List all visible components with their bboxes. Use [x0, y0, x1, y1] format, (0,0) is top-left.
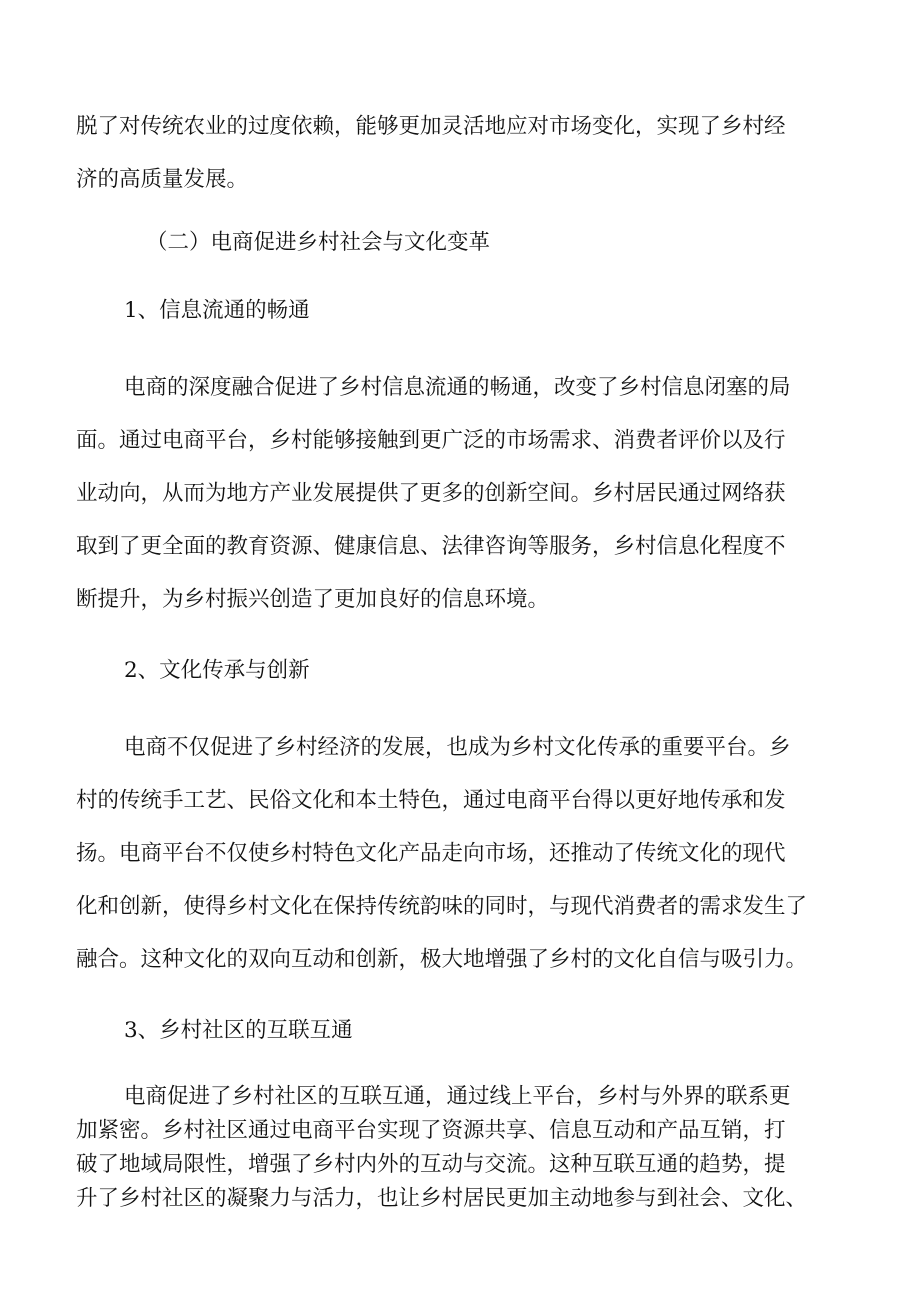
paragraph-line: 融合。这种文化的双向互动和创新，极大地增强了乡村的文化自信与吸引力。: [76, 947, 808, 972]
paragraph-line: 电商促进了乡村社区的互联互通，通过线上平台，乡村与外界的联系更: [124, 1084, 791, 1109]
paragraph-line: 电商不仅促进了乡村经济的发展，也成为乡村文化传承的重要平台。乡: [124, 735, 791, 760]
paragraph-line: 断提升，为乡村振兴创造了更加良好的信息环境。: [76, 587, 550, 612]
paragraph-line: 扬。电商平台不仅使乡村特色文化产品走向市场，还推动了传统文化的现代: [76, 841, 786, 866]
section-heading: （二）电商促进乡村社会与文化变革: [146, 230, 491, 255]
paragraph-line: 济的高质量发展。: [76, 167, 249, 192]
paragraph-line: 破了地域局限性，增强了乡村内外的互动与交流。这种互联互通的趋势，提: [76, 1152, 786, 1177]
paragraph-line: 面。通过电商平台，乡村能够接触到更广泛的市场需求、消费者评价以及行: [76, 428, 786, 453]
paragraph-line: 升了乡村社区的凝聚力与活力，也让乡村居民更加主动地参与到社会、文化、: [76, 1186, 808, 1211]
paragraph-line: 加紧密。乡村社区通过电商平台实现了资源共享、信息互动和产品互销，打: [76, 1118, 786, 1143]
paragraph-line: 化和创新，使得乡村文化在保持传统韵味的同时，与现代消费者的需求发生了: [76, 894, 808, 919]
paragraph-line: 电商的深度融合促进了乡村信息流通的畅通，改变了乡村信息闭塞的局: [124, 375, 791, 400]
paragraph-line: 村的传统手工艺、民俗文化和本土特色，通过电商平台得以更好地传承和发: [76, 788, 786, 813]
paragraph-line: 取到了更全面的教育资源、健康信息、法律咨询等服务，乡村信息化程度不: [76, 534, 786, 559]
subsection-heading: 2、文化传承与创新: [124, 658, 310, 683]
paragraph-line: 业动向，从而为地方产业发展提供了更多的创新空间。乡村居民通过网络获: [76, 481, 786, 506]
subsection-heading: 3、乡村社区的互联互通: [124, 1018, 353, 1043]
subsection-heading: 1、信息流通的畅通: [124, 298, 310, 323]
paragraph-line: 脱了对传统农业的过度依赖，能够更加灵活地应对市场变化，实现了乡村经: [76, 114, 786, 139]
